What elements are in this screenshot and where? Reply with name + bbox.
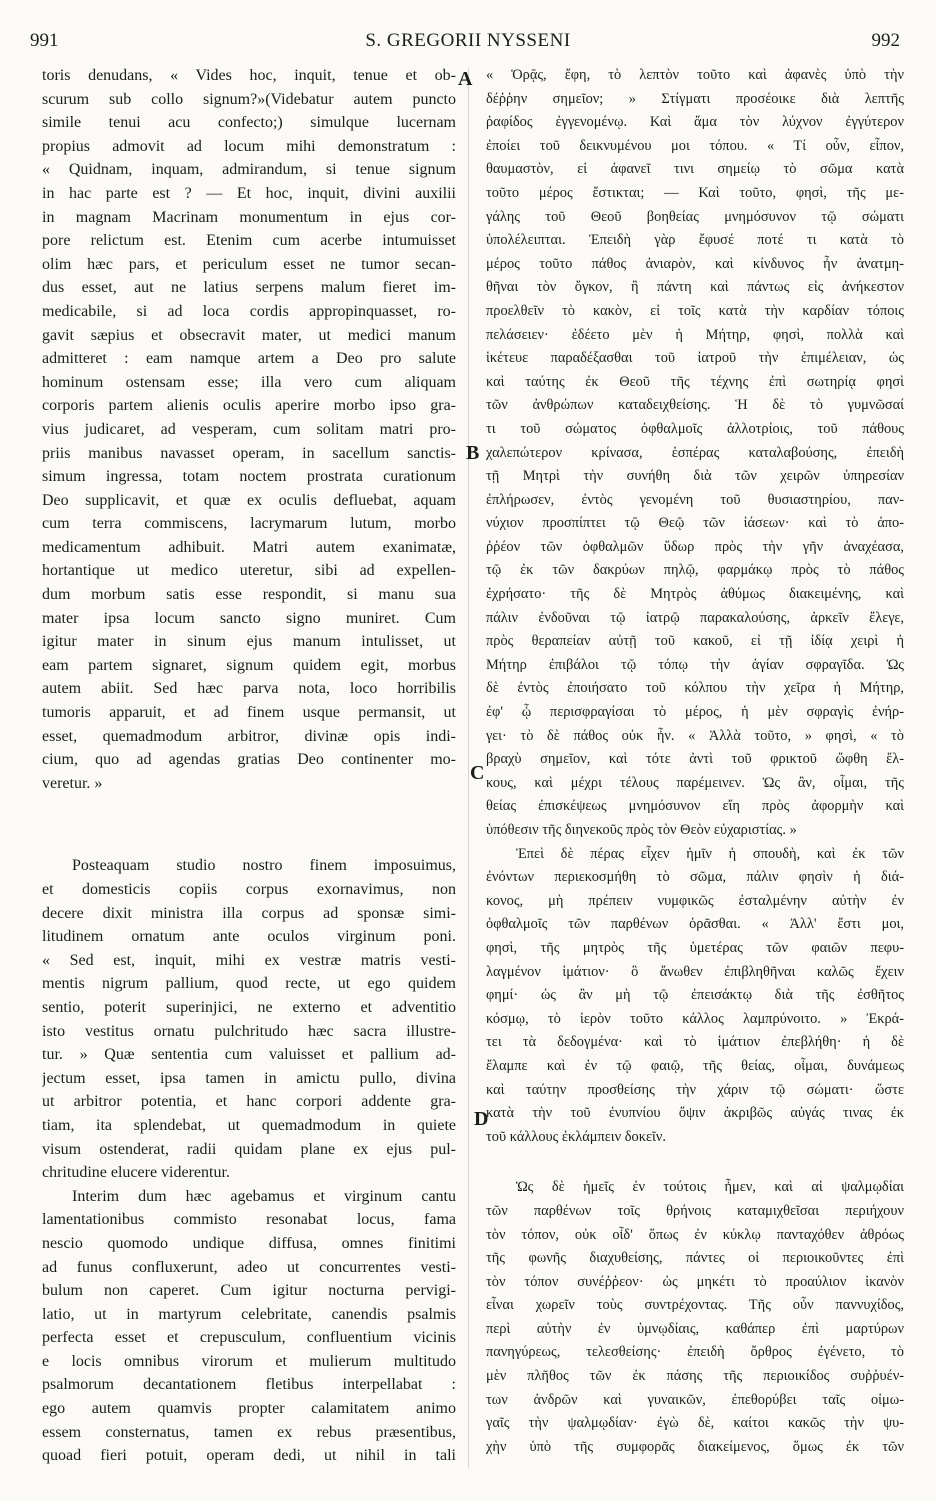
text-line: των ἀνδρῶν καὶ γυναικῶν, ἐπεθορύβει ταῖς οἰμω- [486,1391,904,1408]
text-line: visum ostenderat, radii quidam plane ex ejus pul- [42,1140,456,1158]
text-line: ὀφθαλμοῖς τῶν παρθένων ὁρᾶσθαι. « Ἀλλ' ἔστι μοι, [486,916,904,933]
text-line: eam partem signaret, signum quidem egit, morbus [42,656,456,674]
text-line: tur. » Quæ sententia cum valuisset et pallium ad- [42,1046,456,1064]
column-divider [468,68,469,1468]
text-line: καὶ ταύτης ἐκ Θεοῦ τῆς τέχνης ἐπὶ σωτηρίᾳ φησὶ [486,373,904,390]
text-line: τι τοῦ σώματος ὀφθαλμοῖς ἀλλοτρίοις, τοῦ πάθους [486,420,904,437]
text-line: προελθεῖν τὸ κακὸν, εἰ τοῖς κατὰ τὴν καρδίαν τόποις [486,302,904,319]
page-number-right: 992 [871,30,900,51]
text-line: dus esset, aut ne latius serpens malum fieret im- [42,279,456,297]
section-marker-c: C [470,762,485,784]
text-line: medicamentum adhibuit. Matri autem exanimatæ, [42,538,456,556]
text-line: scurum sub collo signum?»(Videbatur autem puncto [42,90,456,108]
text-line: μέρος τοῦτο πάθος ἀνιαρὸν, καὶ κίνδυνος ἦν ἀνατμη- [486,255,904,272]
text-line: autem abiit. Sed hæc parva nota, loco horribilis [42,680,456,698]
text-line: ὑπόθεσιν τῆς διηνεκοῦς πρὸς τὸν Θεὸν εὐχαριστίας. » [486,822,797,838]
text-line: ἔλαμπε καὶ ἐν τῷ φαιῷ, τῆς θείας, οἶμαι, δυνάμεως [486,1057,904,1074]
text-line: hominum ostensam esse; illa vero cum aliquam [42,373,456,391]
text-line: jectum esset, ipsa tamen in amictu pullo, divina [42,1069,456,1087]
text-line: pore relictum est. Etenim cum acerbe intumuisset [42,232,456,250]
text-line: chritudine elucere viderentur. [42,1164,230,1182]
text-line: tumoris apparuit, et ad finem usque permansit, ut [42,704,456,722]
running-title: S. GREGORII NYSSENI [365,30,571,51]
text-line: γάλης τοῦ Θεοῦ βοηθείας μνημόσυνον τῷ σώματι [486,208,904,225]
text-line: λαγμένον ἱμάτιον· ὃ ἄνωθεν ἐπιβληθῆναι καλῶς ἔχειν [486,963,904,980]
text-line: decere dixit ministra illa corpus ad sponsæ simi- [42,904,456,922]
text-line: Μήτηρ ἐπιβάλοι τῷ τόπῳ τὴν ἁγίαν σφραγῖδα. Ὡς [486,656,904,673]
text-line: toris denudans, « Vides hoc, inquit, tenue et ob- [42,67,456,84]
text-line: δέῤῥην σημεῖον; » Στίγματι προσέοικε διὰ λεπτῆς [486,90,904,107]
text-line: τὸν τόπον, οὐκ οἶδ' ὅπως ἐν κύκλῳ πανταχόθεν ἀθρόως [486,1226,904,1243]
text-line: μὲν πλῆθος τῶν ἐκ πάσης τῆς περιοικίδος συῤῥυέν- [486,1368,904,1385]
text-line: « Sed est, inquit, mihi ex vestræ matris vesti- [42,951,456,969]
text-line: veretur. » [42,774,103,792]
text-line: corporis partem alienis oculis aperire morbo ipso gra- [42,397,456,415]
text-line: sentio, poterit superinjici, ne externo et adventitio [42,998,456,1016]
text-line: simum ingressa, totam noctem prostrata curationum [42,468,456,486]
greek-column [486,64,904,1459]
text-line: θείας ἐπισκέψεως μνημόσυνον εἴη πρὸς ἀφορμὴν καὶ [486,798,904,815]
text-line: esset, quemadmodum arbitror, divinæ opis indi- [42,727,456,745]
greek-paragraph-2 [486,843,904,1150]
text-line: τοῦτο μέρος ἔστικται; — Καὶ τοῦτο, φησὶ, τῆς με- [486,184,904,201]
text-line: τοῦ κάλλους ἐκλάμπειν δοκεῖν. [486,1128,666,1145]
text-line: νύχιον προσπίπτει τῷ Θεῷ τῶν ἰάσεων· καὶ τὸ ἀπο- [486,515,904,532]
text-line: φησὶ, τῆς μητρὸς τῆς ὑμετέρας τῶν φαιῶν πεφυ- [486,939,904,956]
text-line: litudinem ornatum ante oculos virginum poni. [42,928,456,946]
page-number-left: 991 [30,30,59,51]
text-line: κατὰ τὴν τοῦ ἐνυπνίου ὄψιν ἀκριβῶς αὐγάς τινας ἐκ [486,1105,904,1122]
text-line: ἱκέτευε παραδέξασθαι τοῦ ἰατροῦ τὴν ἐπιμέλειαν, ὡς [486,350,904,367]
text-line: Ὡς δὲ ἡμεῖς ἐν τούτοις ἦμεν, καὶ αἱ ψαλμῳδίαι [516,1179,904,1196]
text-line: τῆς φωνῆς διαχυθείσης, πάντες οἱ περιοικοῦντες ἐπὶ [486,1250,904,1267]
text-line: ῥαφίδος ἐγγενομένῳ. Καὶ ἅμα τὸν λύχνον ἐγγύτερον [486,114,904,131]
text-line: perfecta esset et crepusculum, confluentium vicinis [42,1329,456,1347]
text-line: φημί· ὡς ἂν μὴ τῷ ἐπεισάκτῳ διὰ τῆς ἐσθῆτος [486,987,904,1004]
text-line: ὑπολέλειπται. Ἐπειδὴ γὰρ ἔφυσέ ποτέ τι κατὰ τὸ [486,232,904,249]
text-line: Posteaquam studio nostro finem imposuimus, [72,857,456,875]
text-line: γει· τὸ δὲ πάθος οὐκ ἦν. « Ἀλλὰ τοῦτο, » φησὶ, « τὸ [486,727,904,744]
text-line: Ἐπεὶ δὲ πέρας εἶχεν ἡμῖν ἡ σπουδὴ, καὶ ἐκ τῶν [516,845,904,862]
text-line: βραχὺ σημεῖον, καὶ τότε ἀντὶ τοῦ φρικτοῦ ὤφθη ἕλ- [486,751,904,768]
text-line: cium, quo ad agendas gratias Deo continenter mo- [42,751,456,769]
text-line: δὲ ἐντὸς ἐποιήσατο τοῦ κόλπου τὴν χεῖρα ἡ Μήτηρ, [486,680,904,697]
text-line: cum terra commiscens, lacrymarum lutum, morbo [42,515,456,533]
text-line: ἐπλήρωσεν, ἐντὸς γενομένη τοῦ θυσιαστηρίου, παν- [486,491,904,508]
text-line: et domesticis copiis corpus exornavimus, non [42,881,456,898]
text-line: propius admovit ad locum mihi demonstratum : [42,137,456,155]
text-line: τὸν τόπον συνέῤῥεον· ὡς μηκέτι τὸ προαύλιον ἱκανὸν [486,1273,904,1290]
text-line: medicabile, si ad loca cordis appropinquasset, ro- [42,302,456,320]
text-line: gavit sæpius et obsecravit mater, ut medici manum [42,326,456,344]
text-line: χὴν ὑπὸ τῆς συμφορᾶς διακείμενος, ὅμως ἐκ τῶν [486,1438,904,1455]
text-line: κους, καὶ μέχρι τέλους παρέμεινεν. Ὡς ἂν, οἶμαι, τῆς [486,774,904,791]
text-line: bulum non caperet. Cum igitur nocturna pervigi- [42,1282,456,1300]
text-line: κονος, μὴ πρέπειν νυμφικῶς ἐσταλμένην αὐτὴν ἐν [486,892,904,909]
text-line: admitteret : eam namque artem a Deo pro salute [42,350,456,368]
text-line: πανηγύρεως, τελεσθείσης· ἐπειδὴ ὄρθρος ἐγένετο, τὸ [486,1344,904,1361]
text-line: « Ὁρᾷς, ἔφη, τὸ λεπτὸν τοῦτο καὶ ἀφανὲς ὑπὸ τὴν [486,67,904,83]
text-line: Interim dum hæc agebamus et virginum cantu [72,1187,456,1205]
text-line: ἐποίει τοῦ δεικνυμένου μοι τόπου. « Τί οὖν, εἶπον, [486,137,904,154]
text-line: quoad fieri potuit, operam dedi, ut nihil in tali [42,1447,456,1465]
text-line: latio, ut in martyrum celebritate, canendis psalmis [42,1305,456,1323]
latin-paragraph-1 [42,64,456,795]
text-line: isto vestitus ornatu pulchritudo hæc sacra illustre- [42,1022,456,1040]
text-line: ἐφ' ᾧ περισφραγίσαι τὸ μέρος, ἡ μὲν σφραγὶς ἐνήρ- [486,704,904,721]
text-line: essem consternatus, tamen ex rebus præsentibus, [42,1423,456,1441]
text-line: ut arbitror potentia, et hanc corpori addente gra- [42,1093,456,1111]
text-line: καὶ ταύτην προσθείσης τὴν χάριν τῷ σώματι· ὥστε [486,1081,904,1098]
text-line: τῶν παρθένων τοῖς θρήνοις καταμιχθεῖσαι περιήχουν [486,1202,904,1219]
text-line: εἶναι χωρεῖν τοὺς συντρέχοντας. Τῆς οὖν παννυχίδος, [486,1297,904,1314]
text-line: psalmorum decantationem fletibus interpellabat : [42,1376,456,1394]
text-line: lamentationibus commisto resonabat locus, fama [42,1211,456,1229]
text-line: igitur mater in sinum ejus manum intulisset, ut [42,633,456,651]
text-line: χαλεπώτερον κρίνασα, ἑσπέρας καταλαβούσης, ἐπειδὴ [486,444,904,461]
text-line: θῆναι τὸν ὄγκον, ἢ πάντη καὶ πάντως εἰς ἀνήκεστον [486,279,904,296]
latin-paragraph-2 [42,854,456,1184]
text-line: γαῖς τὴν ψαλμῳδίαν· ἐγὼ δὲ, καίτοι κακῶς τὴν ψυ- [486,1415,904,1432]
section-marker-b: B [466,442,480,464]
latin-paragraph-3 [42,1185,456,1468]
greek-paragraph-1 [486,64,904,843]
text-line: tiam, ita splendebat, ut quemadmodum in quiete [42,1116,456,1134]
text-line: Deo supplicavit, et quæ ex oculis defluebat, aquam [42,491,456,509]
text-line: θαυμαστὸν, εἰ ἀφανεῖ τινι σημείῳ τὸ σῶμα κατὰ [486,161,904,178]
latin-column [42,64,456,1468]
text-line: mater ipsa locum sancto signo muniret. Cum [42,609,456,627]
text-line: nescio quomodo undique diffusa, omnes finitimi [42,1234,456,1252]
text-line: ad funus confluxerunt, adeo ut concurrentes vesti- [42,1258,456,1276]
text-line: πρὸς θεραπείαν αὐτῇ τοῦ κακοῦ, εἰ τῇ ἰδίᾳ χειρὶ ἡ [486,633,904,650]
text-line: κόσμῳ, τὸ ἱερὸν τοῦτο κάλλος λαμπρύνοιτο. » Ἐκρά- [486,1010,904,1027]
text-line: simile tenui acu confecto;) simulque lucernam [42,114,456,132]
text-line: vius judicaret, ad vesperam, cum solitam matri pro- [42,420,456,438]
text-line: τει τὰ δεδογμένα· καὶ τὸ ἱμάτιον ἐπεβλήθη· ἡ δὲ [486,1034,904,1051]
text-line: πάλιν ἐνδοῦναι τῷ ἰατρῷ παρακαλούσης, ἀρκεῖν ἔλεγε, [486,609,904,626]
text-line: ἐνόντων περιεκοσμήθη τὸ σῶμα, πάλιν φησὶν ἡ διά- [486,869,904,886]
text-line: priis manibus navasset operam, in sacellum sanctis- [42,444,456,462]
text-line: in hac parte est ? — Et hoc, inquit, divini auxilii [42,184,456,202]
text-line: olim hæc pars, et periculum esset ne tumor secan- [42,255,456,273]
text-line: in magnam Macrinam monumentum in ejus cor- [42,208,456,226]
text-line: e locis omnibus virorum et mulierum multitudo [42,1352,456,1370]
text-line: ῤῥέον τῶν ὀφθαλμῶν ὕδωρ πρὸς τὴν γῆν ἀναχέασα, [486,538,904,555]
section-marker-a: A [458,68,473,90]
text-line: τῇ Μητρὶ τὴν συνήθη διὰ τῶν χειρῶν ὑπηρεσίαν [486,468,904,485]
text-line: « Quidnam, inquam, admirandum, si tenue signum [42,161,456,179]
greek-paragraph-3 [486,1176,904,1459]
section-marker-d: D [474,1108,489,1130]
text-line: dum morbum satis esse respondit, si manu sua [42,586,456,604]
text-line: τῶν ἀνθρώπων καταδειχθείσης. Ἡ δὲ τὸ γυμνῶσαί [486,397,904,414]
text-line: hortantique ut medico uteretur, sibi ad expellen- [42,562,456,580]
text-line: περὶ αὐτὴν ἐν ὑμνῳδίαις, καθάπερ ἐπὶ μαρτύρων [486,1320,904,1337]
text-line: ἐχρήσατο· τῆς δὲ Μητρὸς ἀθύμως διακειμένης, καὶ [486,586,904,603]
text-line: mentis nigrum pallium, quod recte, ut ego quidem [42,975,456,993]
text-line: ego autem quamvis propter calamitatem animo [42,1400,456,1418]
text-line: πελάσειεν· ἐδέετο μὲν ἡ Μήτηρ, φησὶ, πολλὰ καὶ [486,326,904,343]
text-line: τῷ ἐκ τῶν δακρύων πηλῷ, φαρμάκῳ πρὸς τὸ πάθος [486,562,904,579]
